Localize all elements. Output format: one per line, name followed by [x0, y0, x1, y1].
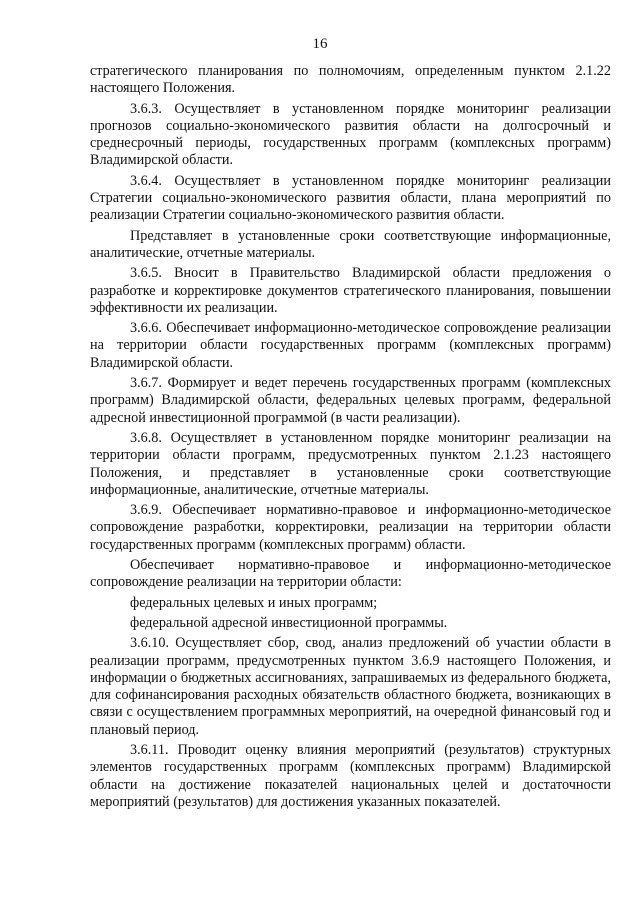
paragraph-3-6-10: 3.6.10. Осуществляет сбор, свод, анализ предложений об участии области в реализации программ, предусмотренных пунктом 3.6.9 настоящего Положения, и информации о бюджетных ассигнованиях, запрашиваемых из федерального бюджета, для софинансирования расходных обязательств областного бюджета, возникающих в связи с осуществлением программных мероприятий, на очередной финансовый год и плановый период. [90, 635, 611, 738]
paragraph-3-6-8: 3.6.8. Осуществляет в установленном порядке мониторинг реализации на территории области программ, предусмотренных пунктом 2.1.23 настоящего Положения, и представляет в установленные сроки соответствующие информационные, аналитические, отчетные материалы. [90, 429, 611, 498]
paragraph-3-6-6: 3.6.6. Обеспечивает информационно-методическое сопровождение реализации на территории области государственных программ (комплексных программ) Владимирской области. [90, 320, 611, 371]
paragraph-3-6-5: 3.6.5. Вносит в Правительство Владимирской области предложения о разработке и корректировке документов стратегического планирования, повышении эффективности их реализации. [90, 265, 611, 316]
paragraph-3-6-3: 3.6.3. Осуществляет в установленном порядке мониторинг реализации прогнозов социально-экономического развития области на долгосрочный и среднесрочный периоды, государственных программ (комплексных программ) Владимирской области. [90, 100, 611, 169]
document-body [90, 63, 611, 811]
list-item-investment-program: федеральной адресной инвестиционной программы. [130, 614, 448, 631]
paragraph-3-6-4: 3.6.4. Осуществляет в установленном порядке мониторинг реализации Стратегии социально-экономического развития области, плана мероприятий по реализации Стратегии социально-экономического развития области. [90, 172, 611, 224]
paragraph-3-6-9-support: Обеспечивает нормативно-правовое и информационно-методическое сопровождение реализации на территории области: [90, 557, 611, 591]
page-number: 16 [312, 36, 328, 52]
paragraph-3-6-4-materials: Представляет в установленные сроки соответствующие информационные, аналитические, отчетные материалы. [90, 227, 611, 261]
paragraph-3-6-9: 3.6.9. Обеспечивает нормативно-правовое и информационно-методическое сопровождение разработки, корректировки, реализации на территории области государственных программ (комплексных программ) области. [90, 502, 611, 553]
paragraph-3-6-11: 3.6.11. Проводит оценку влияния мероприятий (результатов) структурных элементов государственных программ (комплексных программ) Владимирской области на достижение показателей национальных целей и достаточности мероприятий (результатов) для достижения указанных показателей. [90, 741, 611, 810]
paragraph-3-6-7: 3.6.7. Формирует и ведет перечень государственных программ (комплексных программ) Владимирской области, федеральных целевых программ, федеральной адресной инвестиционной программой (в части реализации). [90, 375, 611, 426]
list-item-federal-programs: федеральных целевых и иных программ; [130, 594, 378, 611]
paragraph-continuation: стратегического планирования по полномочиям, определенным пунктом 2.1.22 настоящего Положения. [90, 63, 611, 97]
